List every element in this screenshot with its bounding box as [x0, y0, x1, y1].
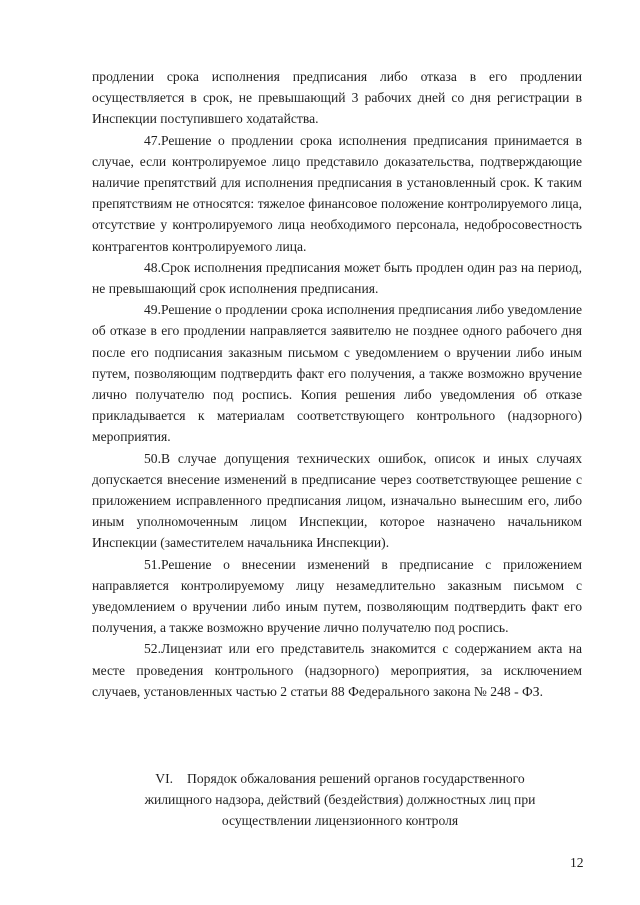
- paragraph-number: 52.: [144, 641, 161, 657]
- paragraph-text: В случае допущения технических ошибок, описок и иных случаях допускается внесение изменений в предписание через соответствующее решение с приложением исправленного предписания лицом, изначально вынесшим его, либо иным уполномоченным лицом Инспекции, которое назначено начальником Инспекции (заместителем начальника Инспекции).: [92, 450, 582, 551]
- paragraph-text: Срок исполнения предписания может быть продлен один раз на период, не превышающий срок исполнения предписания.: [92, 259, 582, 297]
- section-title-part-1: Порядок обжалования решений органов государственного: [187, 771, 525, 786]
- paragraph-number: 47.: [144, 132, 161, 148]
- paragraph-52: [92, 638, 582, 702]
- paragraph-number: 50.: [144, 450, 161, 466]
- paragraph-50: [92, 448, 582, 554]
- paragraph-text: Решение о продлении срока исполнения предписания либо уведомление об отказе в его продлении направляется заявителю не позднее одного рабочего дня после его подписания заказным письмом с уведомлением о вручении либо иным путем, позволяющим подтвердить факт его получения, а также возможно вручение лично получателю под роспись. Копия решения либо уведомления об отказе прикладывается к материалам соответствующего контрольного (надзорного) мероприятия.: [92, 302, 582, 445]
- paragraph-number: 48.: [144, 259, 161, 275]
- continuation-paragraph: продлении срока исполнения предписания либо отказа в его продлении осуществляется в срок, не превышающий 3 рабочих дней со дня регистрации в Инспекции поступившего ходатайства.: [92, 69, 582, 127]
- section-number: VI.: [155, 771, 174, 786]
- section-heading-line-1: [100, 768, 580, 789]
- paragraph-text: Решение о внесении изменений в предписание с приложением направляется контролируемому лицу незамедлительно заказным письмом с уведомлением о вручении либо иным путем, позволяющим подтвердить факт его получения, а также возможно вручение лично получателю под роспись.: [92, 556, 582, 636]
- paragraph-51: [92, 554, 582, 639]
- section-title-part-3: осуществлении лицензионного контроля: [221, 813, 459, 829]
- paragraph-48: [92, 257, 582, 299]
- paragraph-text: Лицензиат или его представитель знакомится с содержанием акта на месте проведения контрольного (надзорного) мероприятия, за исключением случаев, установленных частью 2 статьи 88 Федерального закона № 248 - ФЗ.: [92, 641, 582, 699]
- paragraph-49: [92, 299, 582, 447]
- page-number: 12: [570, 855, 584, 870]
- section-title-part-2: жилищного надзора, действий (бездействия) должностных лиц при: [144, 792, 536, 808]
- paragraph-number: 49.: [144, 302, 161, 318]
- paragraph-47: [92, 130, 582, 257]
- paragraph-text: Решение о продлении срока исполнения предписания принимается в случае, если контролируемое лицо представило доказательства, подтверждающие наличие препятствий для исполнения предписания в установленный срок. К таким препятствиям не относятся: тяжелое финансовое положение контролируемого лица, отсутствие у контролируемого лица необходимого персонала, недобросовестность контрагентов контролируемого лица.: [92, 132, 582, 254]
- document-body: [92, 66, 582, 702]
- section-heading: [100, 768, 580, 832]
- paragraph-number: 51.: [144, 556, 161, 572]
